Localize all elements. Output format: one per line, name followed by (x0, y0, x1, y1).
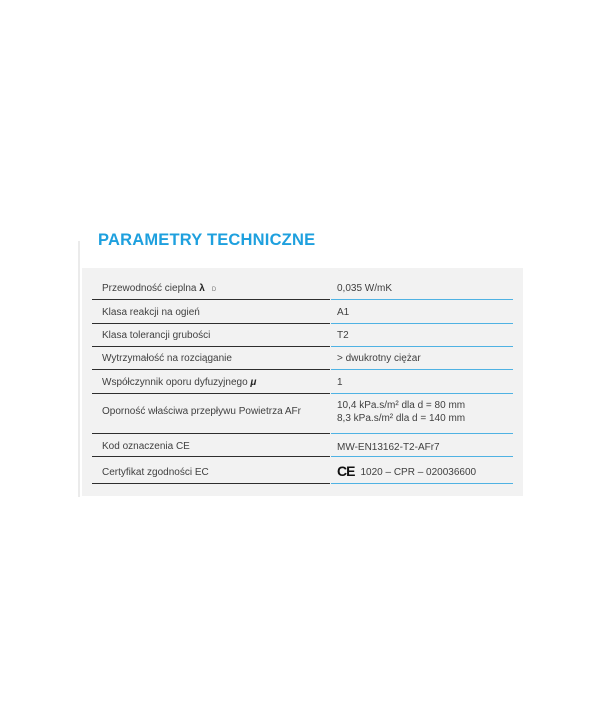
row-label: Wytrzymałość na rozciąganie (102, 353, 232, 364)
row-value: A1 (337, 307, 350, 318)
table-row (82, 370, 523, 394)
row-value: 1 (337, 377, 343, 388)
table-row (82, 301, 523, 324)
row-label: Przewodność cieplna λ D (102, 283, 217, 294)
row-label: Certyfikat zgodności EC (102, 467, 209, 478)
row-divider-left (92, 483, 330, 484)
table-row (82, 324, 523, 347)
table-row (82, 457, 523, 485)
lambda-subscript: D (211, 287, 217, 293)
row-value: 0,035 W/mK (337, 283, 393, 294)
row-divider-right (331, 299, 513, 300)
row-label: Współczynnik oporu dyfuzyjnego μ (102, 377, 257, 388)
row-label: Kod oznaczenia CE (102, 441, 190, 452)
row-value: MW-EN13162-T2-AFr7 (337, 442, 440, 453)
row-divider-right (331, 483, 513, 484)
row-value: CE 1020 – CPR – 020036600 (337, 463, 477, 479)
row-divider-left (92, 299, 330, 300)
table-row (82, 434, 523, 457)
card-left-edge (78, 241, 80, 497)
row-value-secondary: 8,3 kPa.s/m² dla d = 140 mm (337, 413, 466, 424)
row-value: > dwukrotny ciężar (337, 353, 421, 364)
table-row (82, 347, 523, 370)
row-label: Klasa tolerancji grubości (102, 330, 211, 341)
table-row (82, 268, 523, 301)
ce-mark-icon: CE (337, 463, 355, 479)
row-label: Klasa reakcji na ogień (102, 307, 200, 318)
section-title: PARAMETRY TECHNICZNE (98, 231, 316, 249)
parameters-table (82, 268, 523, 496)
row-value: T2 (337, 330, 349, 341)
row-label: Oporność właściwa przepływu Powietrza AFr (102, 406, 301, 417)
lambda-symbol: λ (199, 283, 205, 294)
table-row (82, 394, 523, 434)
mu-symbol: μ (250, 377, 257, 388)
row-value: 10,4 kPa.s/m² dla d = 80 mm (337, 400, 466, 411)
